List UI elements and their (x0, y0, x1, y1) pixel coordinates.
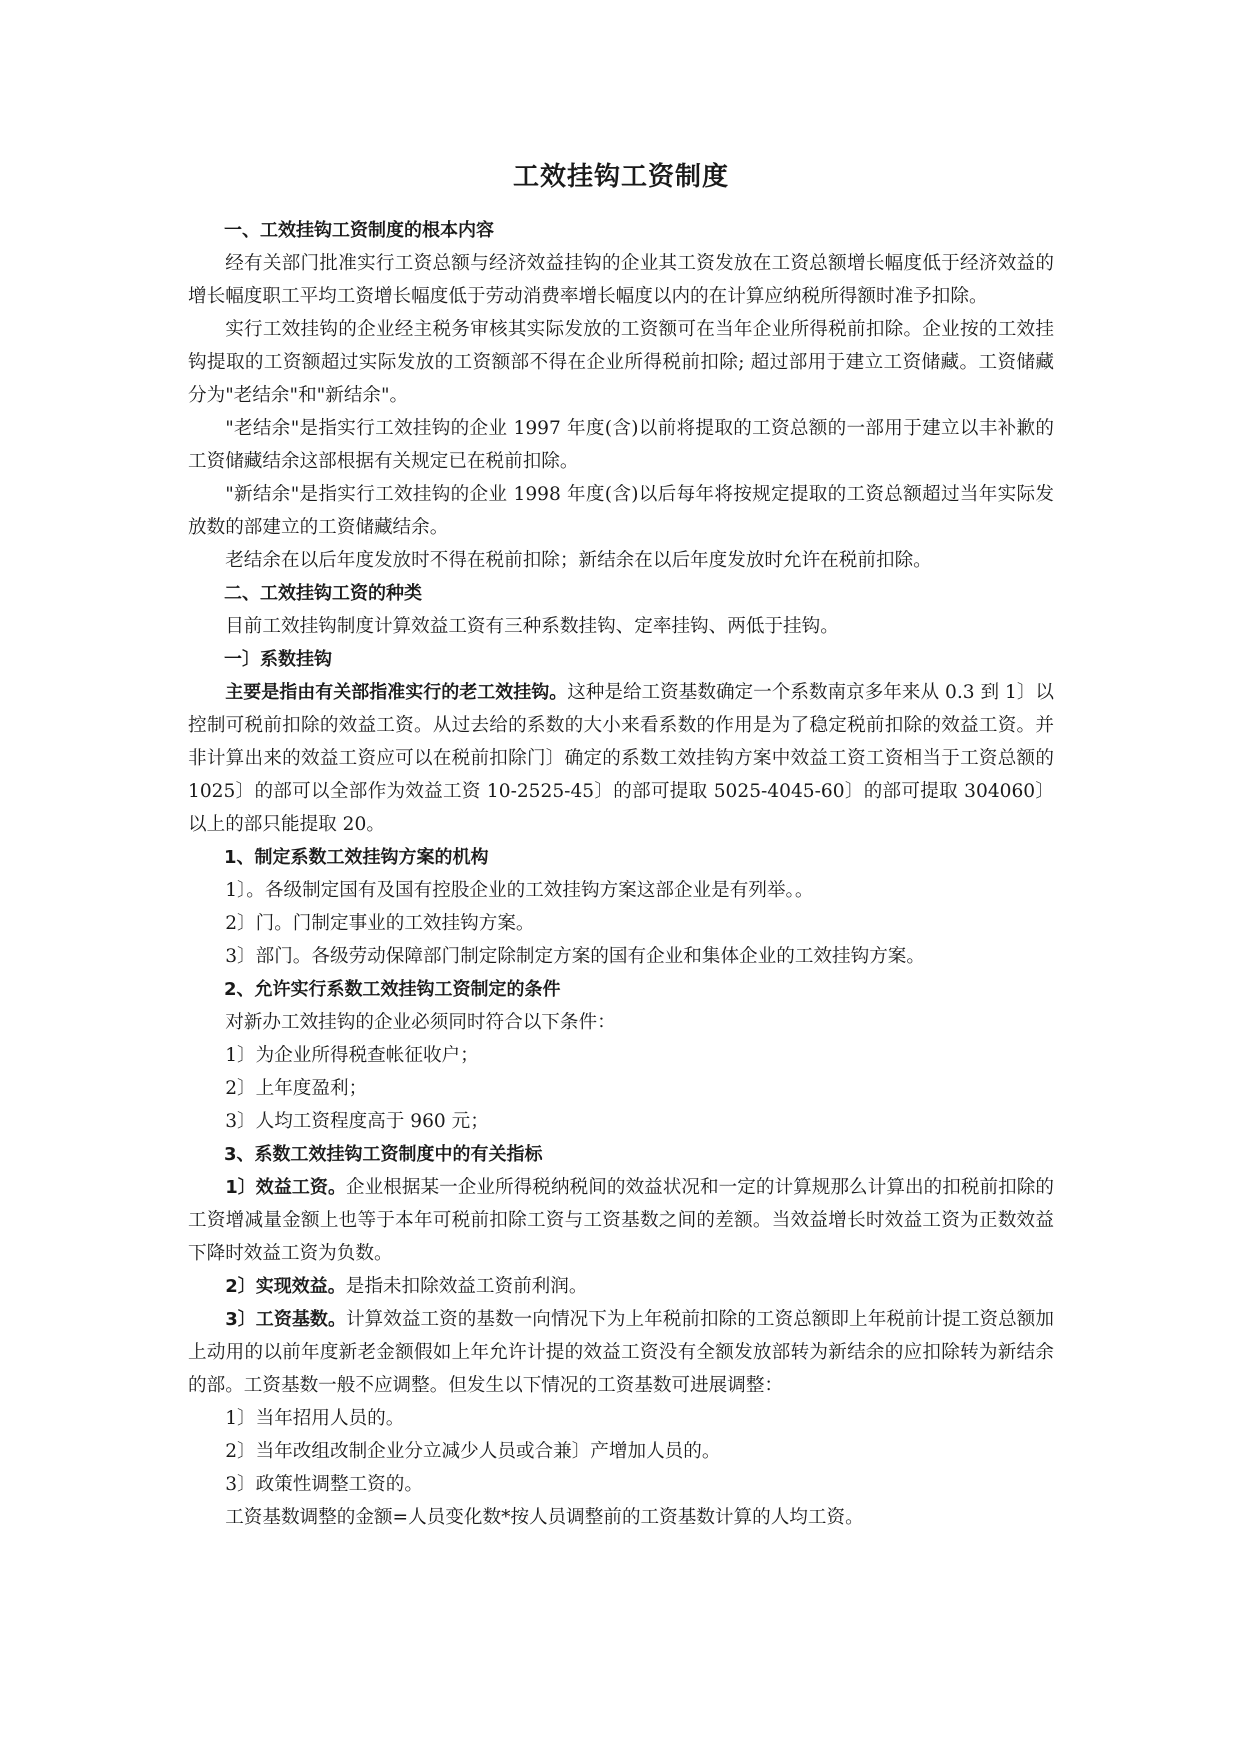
list-item: 2〕当年改组改制企业分立减少人员或合兼〕产增加人员的。 (225, 1441, 721, 1462)
paragraph-text: 是指未扣除效益工资前利润。 (345, 1276, 588, 1297)
section-heading-2: 二、工效挂钩工资的种类 (224, 583, 422, 604)
bold-lead: 2〕实现效益。 (225, 1276, 346, 1297)
item-heading: 1、制定系数工效挂钩方案的机构 (224, 847, 489, 868)
paragraph: "老结余"是指实行工效挂钩的企业 1997 年度(含)以前将提取的工资总额的一部用于建立以丰补歉的工资储藏结余这部根据有关规定已在税前扣除。 (188, 418, 1054, 472)
list-item: 3〕政策性调整工资的。 (225, 1474, 423, 1495)
paragraph: 老结余在以后年度发放时不得在税前扣除；新结余在以后年度发放时允许在税前扣除。 (225, 550, 932, 571)
document-title: 工效挂钩工资制度 (512, 162, 729, 192)
paragraph: 实行工效挂钩的企业经主税务审核其实际发放的工资额可在当年企业所得税前扣除。企业按的工效挂钩提取的工资额超过实际发放的工资额部不得在企业所得税前扣除; 超过部用于建立工资储藏。工资储藏分为"老结余"和"新结余"。 (188, 319, 1054, 406)
list-item: 3〕部门。各级劳动保障部门制定除制定方案的国有企业和集体企业的工效挂钩方案。 (225, 946, 925, 967)
item-heading: 3、系数工效挂钩工资制度中的有关指标 (224, 1144, 543, 1165)
list-item: 1〕。各级制定国有及国有控股企业的工效挂钩方案这部企业是有列举。。 (225, 880, 814, 901)
paragraph: "新结余"是指实行工效挂钩的企业 1998 年度(含)以后每年将按规定提取的工资总额超过当年实际发放数的部建立的工资储藏结余。 (188, 484, 1054, 538)
list-item: 1〕当年招用人员的。 (225, 1408, 405, 1429)
bold-lead: 3〕工资基数。 (225, 1309, 346, 1330)
paragraph: 目前工效挂钩制度计算效益工资有三种系数挂钩、定率挂钩、两低于挂钩。 (225, 616, 839, 637)
subsection-heading: 一〕系数挂钩 (224, 649, 332, 670)
paragraph-text: 计算效益工资的基数一向情况下为上年税前扣除的工资总额即上年税前计提工资总额加上动用的以前年度新老金额假如上年允许计提的效益工资没有全额发放部转为新结余的应扣除转为新结余的部。工资基数一般不应调整。但发生以下情况的工资基数可进展调整： (188, 1309, 1054, 1396)
indicator-paragraph (188, 1303, 1054, 1402)
list-item: 2〕上年度盈利； (225, 1078, 368, 1099)
document-body (188, 160, 1054, 1534)
list-item: 3〕人均工资程度高于 960 元； (225, 1111, 489, 1132)
paragraph-text: 这种是给工资基数确定一个系数南京多年来从 0.3 到 1〕以控制可税前扣除的效益工资。从过去给的系数的大小来看系数的作用是为了稳定税前扣除的效益工资。并非计算出来的效益工资应可以在税前扣除门〕确定的系数工效挂钩方案中效益工资工资相当于工资总额的 1025〕的部可以全部作为效益工资 10-2525-45〕的部可提取 5025-4045-60〕的部可提取 304060〕以上的部只能提取 20。 (188, 682, 1055, 835)
indicator-paragraph (188, 1171, 1054, 1270)
item-heading: 2、允许实行系数工效挂钩工资制定的条件 (224, 979, 561, 1000)
paragraph (188, 676, 1054, 841)
paragraph: 经有关部门批准实行工资总额与经济效益挂钩的企业其工资发放在工资总额增长幅度低于经济效益的增长幅度职工平均工资增长幅度低于劳动消费率增长幅度以内的在计算应纳税所得额时准予扣除。 (188, 253, 1054, 307)
section-heading-1: 一、工效挂钩工资制度的根本内容 (224, 220, 494, 241)
list-item: 1〕为企业所得税查帐征收户； (225, 1045, 479, 1066)
indicator-paragraph (188, 1270, 1054, 1303)
bold-lead: 1〕效益工资。 (225, 1177, 346, 1198)
list-item: 2〕门。门制定事业的工效挂钩方案。 (225, 913, 535, 934)
bold-lead: 主要是指由有关部指准实行的老工效挂钩。 (225, 682, 568, 703)
paragraph: 对新办工效挂钩的企业必须同时符合以下条件： (225, 1012, 616, 1033)
paragraph: 工资基数调整的金额=人员变化数*按人员调整前的工资基数计算的人均工资。 (225, 1507, 864, 1528)
paragraph-text: 企业根据某一企业所得税纳税间的效益状况和一定的计算规那么计算出的扣税前扣除的工资增减量金额上也等于本年可税前扣除工资与工资基数之间的差额。当效益增长时效益工资为正数效益下降时效益工资为负数。 (188, 1177, 1054, 1264)
